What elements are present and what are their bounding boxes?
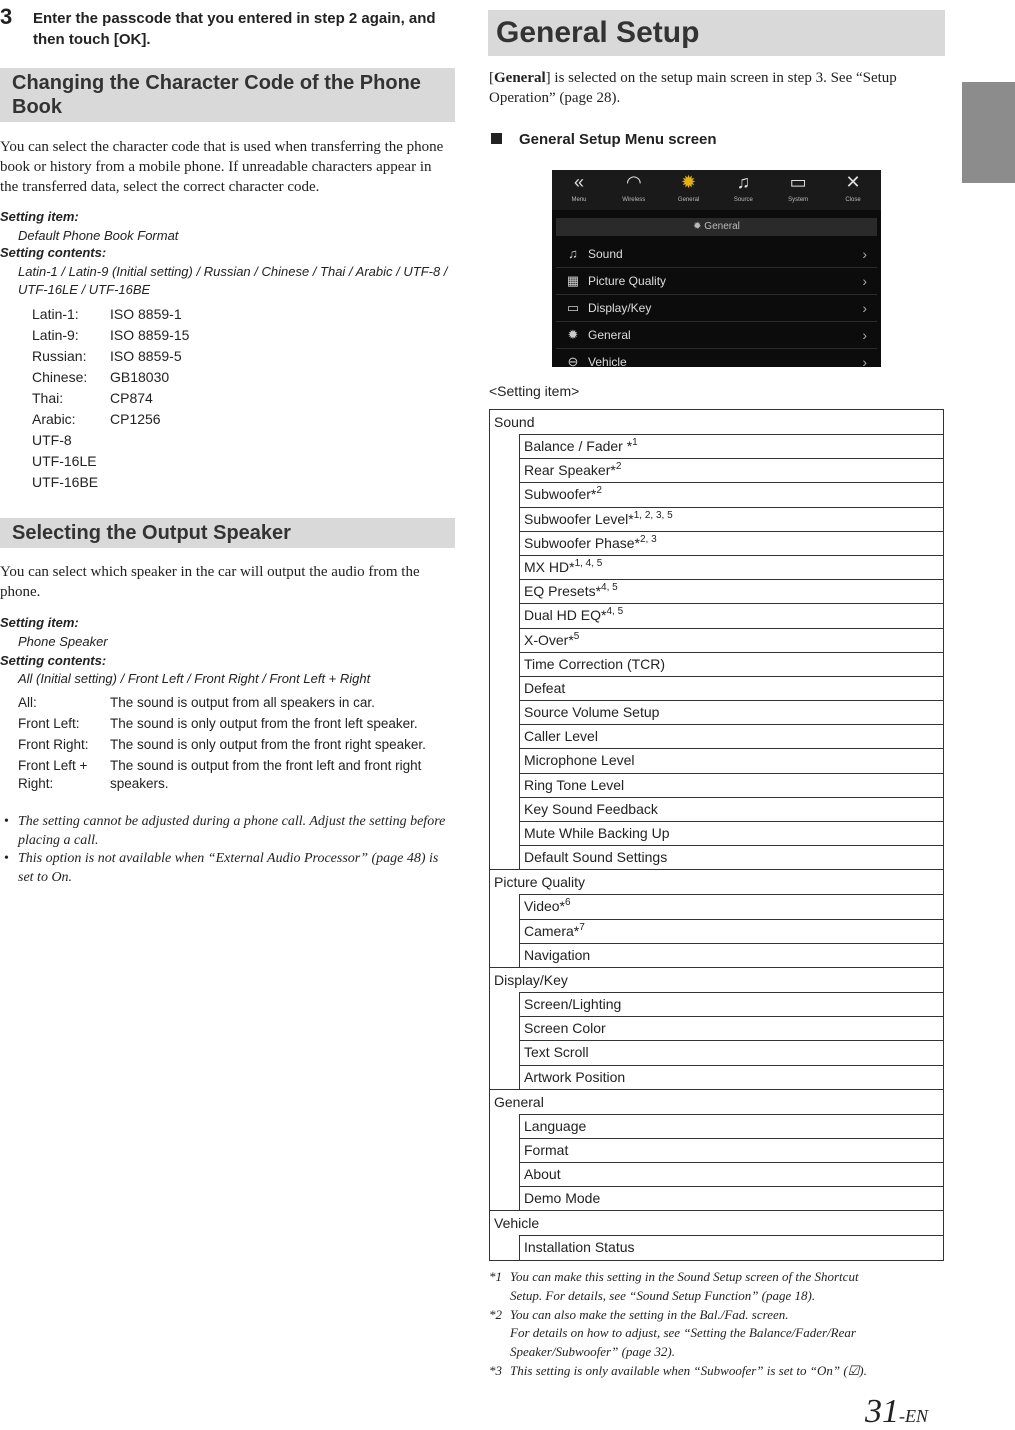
chevron-right-icon: › — [862, 354, 867, 367]
settings-item-label: Screen/Lighting — [524, 995, 622, 1012]
charset-setting-contents-label: Setting contents: — [0, 245, 107, 260]
toolbar-item-label: General — [677, 197, 700, 203]
footnote-reference: 7 — [579, 921, 585, 933]
toolbar-item-label: Source — [733, 197, 753, 203]
settings-item-label: Navigation — [524, 946, 591, 963]
settings-item-label: Language — [524, 1117, 587, 1134]
settings-item — [519, 434, 943, 458]
character-code-value: CP1256 — [110, 411, 161, 427]
menu-row-general[interactable] — [556, 322, 877, 349]
note-text: The setting cannot be adjusted during a phone call. Adjust the setting before placing a call. — [18, 814, 446, 848]
speaker-setting-contents-value: All (Initial setting) / Front Left / Front Right / Front Left + Right — [18, 671, 371, 686]
character-code-name: Russian: — [32, 348, 87, 364]
settings-item-label: Rear Speaker* — [524, 462, 616, 479]
settings-item-list — [519, 1114, 943, 1211]
settings-item-label: Balance / Fader * — [524, 438, 633, 454]
toolbar-item-source[interactable] — [716, 170, 770, 210]
settings-category-label: Display/Key — [494, 971, 568, 988]
character-code-name: UTF-16LE — [32, 453, 97, 469]
settings-item-label: Screen Color — [524, 1020, 606, 1037]
charset-paragraph: You can select the character code that is used when transferring the phone book or history from a mobile phone. If unreadable characters appear in the transferred data, select the correct character code. — [0, 139, 444, 195]
footnote-reference: 1 — [632, 437, 638, 448]
settings-item — [519, 700, 943, 724]
note-text: This option is not available when “External Audio Processor” (page 48) is set to On. — [18, 851, 439, 885]
footnote-line: You can also make the setting in the Bal./Fad. screen. — [510, 1306, 789, 1322]
settings-item — [519, 1162, 943, 1186]
character-code-name: Latin-1: — [32, 306, 79, 322]
settings-item — [519, 1065, 943, 1089]
general-icon: ✹ — [567, 327, 579, 342]
settings-item — [519, 458, 943, 482]
bullet-icon: • — [4, 851, 9, 866]
footnote-line: Setup. For details, see “Sound Setup Function” (page 18). — [510, 1287, 816, 1303]
settings-item-list — [519, 992, 943, 1089]
general-bracket-term: General — [494, 70, 546, 86]
settings-table — [489, 409, 944, 1261]
settings-item-label: MX HD* — [524, 558, 575, 575]
chevron-right-icon: › — [862, 327, 867, 343]
menu-row-vehicle[interactable] — [556, 349, 877, 367]
menu-row-label: Vehicle — [588, 355, 627, 367]
page-number-value: 31 — [865, 1393, 899, 1430]
settings-item-list — [519, 434, 943, 869]
settings-item-label: Microphone Level — [524, 752, 635, 769]
breadcrumb-gear-icon: ✹ — [693, 221, 702, 232]
settings-item — [519, 797, 943, 821]
section-heading-general-setup: General Setup — [488, 10, 945, 56]
settings-item-label: Caller Level — [524, 728, 598, 745]
settings-item-label: Defeat — [524, 679, 566, 696]
settings-category — [489, 409, 944, 869]
settings-item — [519, 1040, 943, 1064]
toolbar-item-menu[interactable] — [552, 170, 606, 210]
character-code-value: ISO 8859-1 — [110, 306, 182, 322]
page-number-suffix: -EN — [899, 1406, 928, 1426]
footnote-reference: 5 — [573, 630, 580, 642]
settings-item — [519, 531, 943, 555]
general-gear-icon: ✹ — [681, 172, 697, 192]
settings-item — [519, 676, 943, 700]
footnote-reference: 2 — [596, 485, 602, 497]
menu-row-label: Picture Quality — [588, 274, 667, 288]
step-text: Enter the passcode that you entered in step 2 again, and then touch [OK]. — [33, 10, 436, 48]
footnote-reference: 2, 3 — [639, 533, 657, 545]
menu-row-display-key[interactable] — [556, 295, 877, 322]
character-code-name: Thai: — [32, 390, 64, 406]
settings-item — [519, 894, 943, 918]
settings-item-list — [519, 894, 943, 967]
footnote-reference: 1, 4, 5 — [574, 557, 603, 569]
settings-item — [519, 992, 943, 1016]
setting-item-caption: <Setting item> — [489, 383, 580, 399]
settings-item-label: EQ Presets* — [524, 583, 602, 600]
settings-item-label: About — [524, 1166, 561, 1183]
settings-item — [519, 773, 943, 797]
settings-item-label: Text Scroll — [524, 1044, 589, 1061]
vehicle-icon: ⊖ — [567, 354, 579, 367]
speaker-option-description: The sound is only output from the front left speaker. — [110, 716, 418, 731]
general-setup-menu-screenshot — [552, 170, 881, 367]
menu-row-label: Sound — [588, 247, 623, 261]
wireless-icon: ◠ — [625, 172, 642, 192]
speaker-option-description: The sound is output from all speakers in car. — [110, 695, 375, 710]
footnote-reference: 4, 5 — [601, 582, 618, 594]
breadcrumb-label: General — [704, 221, 740, 232]
menu-screen-heading-text: General Setup Menu screen — [519, 131, 717, 148]
close-icon: ✕ — [845, 172, 861, 192]
speaker-option-description: The sound is only output from the front right speaker. — [110, 737, 426, 752]
settings-category — [489, 869, 944, 967]
toolbar-item-label: Close — [845, 197, 861, 203]
charset-setting-contents-value: Latin-1 / Latin-9 (Initial setting) / Russian / Chinese / Thai / Arabic / UTF-8 / UTF-16LE / UTF-16BE — [18, 264, 448, 297]
settings-item — [519, 507, 943, 531]
settings-category-label: Vehicle — [494, 1215, 540, 1232]
settings-item — [519, 845, 943, 869]
settings-item — [519, 579, 943, 603]
footnote-reference: 2 — [615, 461, 622, 473]
character-code-name: Latin-9: — [32, 327, 79, 343]
character-code-name: Chinese: — [32, 369, 88, 385]
speaker-setting-item-label: Setting item: — [0, 615, 79, 630]
settings-item-label: Installation Status — [524, 1239, 635, 1256]
settings-item-label: Key Sound Feedback — [524, 800, 658, 817]
menu-back-icon: « — [573, 172, 584, 192]
toolbar-item-system[interactable] — [771, 170, 825, 210]
general-paragraph: [General] is selected on the setup main screen in step 3. See “Setup Operation” (page 28). — [489, 70, 897, 106]
settings-item — [519, 821, 943, 845]
picture-quality-icon: ▦ — [566, 273, 580, 288]
settings-item — [519, 652, 943, 676]
settings-item — [519, 628, 943, 652]
settings-item-label: Subwoofer Level* — [524, 510, 634, 527]
settings-item-label: Dual HD EQ* — [524, 607, 607, 624]
system-icon: ▭ — [789, 172, 807, 192]
speaker-setting-item-value: Phone Speaker — [18, 634, 108, 649]
settings-item-label: Time Correction (TCR) — [524, 655, 666, 672]
speaker-option-name: Front Right: — [18, 737, 89, 752]
menu-row-picture-quality[interactable] — [556, 268, 877, 295]
settings-item — [519, 482, 943, 506]
screenshot-breadcrumb — [556, 218, 877, 236]
settings-item-label: Default Sound Settings — [524, 849, 668, 866]
chevron-right-icon: › — [862, 300, 867, 316]
toolbar-item-general[interactable] — [662, 170, 716, 210]
toolbar-item-label: Menu — [571, 197, 587, 203]
settings-item — [519, 1016, 943, 1040]
settings-category-label: Sound — [494, 414, 535, 430]
speaker-option-description: The sound is output from the front left and front right speakers. — [110, 758, 422, 791]
footnote-reference: 4, 5 — [606, 606, 624, 618]
toolbar-item-label: Wireless — [622, 197, 646, 203]
settings-item-label: Subwoofer Phase* — [524, 534, 640, 551]
menu-row-label: General — [588, 328, 631, 342]
footnote-mark: *2 — [489, 1306, 502, 1322]
settings-item-label: X-Over* — [524, 631, 574, 648]
settings-item — [519, 555, 943, 579]
character-code-value: CP874 — [110, 390, 153, 406]
settings-item — [519, 748, 943, 772]
settings-item-list — [519, 1235, 943, 1259]
character-code-value: GB18030 — [110, 369, 170, 385]
toolbar-item-wireless[interactable] — [607, 170, 661, 210]
settings-item — [519, 603, 943, 627]
square-bullet-icon — [491, 133, 502, 144]
menu-row-sound[interactable] — [556, 241, 877, 268]
step-number: 3 — [0, 4, 13, 29]
sound-icon: ♫ — [568, 246, 578, 261]
speaker-option-name: Front Left + Right: — [18, 758, 88, 791]
footnote-reference: 1, 2, 3, 5 — [633, 509, 673, 521]
settings-item — [519, 724, 943, 748]
general-paragraph-rest: ] is selected on the setup main screen in step 3. See “Setup Operation” (page 28). — [489, 70, 897, 106]
settings-item-label: Subwoofer* — [524, 486, 597, 503]
character-code-value: ISO 8859-15 — [110, 327, 190, 343]
speaker-setting-contents-label: Setting contents: — [0, 653, 107, 668]
speaker-paragraph: You can select which speaker in the car will output the audio from the phone. — [0, 564, 420, 600]
character-code-name: Arabic: — [32, 411, 76, 427]
bullet-icon: • — [4, 814, 9, 829]
settings-category — [489, 967, 944, 1089]
section-heading-charset: Changing the Character Code of the Phone Book — [0, 68, 455, 122]
footnote-line: For details on how to adjust, see “Setting the Balance/Fader/Rear — [510, 1325, 856, 1340]
footnote-reference: 6 — [565, 897, 571, 909]
settings-category — [489, 1089, 944, 1211]
settings-item-label: Camera* — [524, 922, 580, 939]
chevron-right-icon: › — [862, 246, 867, 262]
display-key-icon: ▭ — [566, 300, 580, 315]
settings-item — [519, 1235, 943, 1259]
source-icon: ♫ — [736, 172, 751, 192]
settings-item — [519, 943, 943, 967]
settings-item-label: Demo Mode — [524, 1190, 601, 1207]
settings-item — [519, 1114, 943, 1138]
settings-item-label: Mute While Backing Up — [524, 825, 670, 841]
settings-item — [519, 1138, 943, 1162]
speaker-option-name: Front Left: — [18, 716, 80, 731]
toolbar-item-label: System — [788, 197, 809, 203]
footnote-line: You can make this setting in the Sound Setup screen of the Shortcut — [510, 1269, 859, 1284]
section-heading-output-speaker: Selecting the Output Speaker — [0, 518, 455, 548]
settings-category-label: General — [494, 1093, 544, 1110]
footnote-mark: *1 — [489, 1269, 502, 1284]
character-code-value: ISO 8859-5 — [110, 348, 182, 364]
footnote-line: This setting is only available when “Subwoofer” is set to “On” (☑). — [510, 1362, 867, 1378]
chapter-side-tab — [962, 82, 1015, 183]
settings-item-label: Ring Tone Level — [524, 776, 625, 793]
speaker-option-name: All: — [18, 695, 37, 710]
character-code-name: UTF-8 — [32, 432, 72, 448]
settings-item-label: Artwork Position — [524, 1068, 626, 1085]
menu-screen-heading — [491, 130, 717, 150]
character-code-name: UTF-16BE — [32, 474, 99, 490]
charset-setting-item-value: Default Phone Book Format — [18, 228, 179, 243]
charset-setting-item-label: Setting item: — [0, 209, 79, 224]
page-number — [865, 1395, 928, 1429]
settings-item — [519, 919, 943, 943]
toolbar-item-close[interactable] — [826, 170, 880, 210]
settings-item-label: Source Volume Setup — [524, 704, 660, 721]
settings-category — [489, 1210, 944, 1260]
screenshot-toolbar — [552, 170, 881, 210]
chevron-right-icon: › — [862, 273, 867, 289]
footnote-line: Speaker/Subwoofer” (page 32). — [510, 1343, 676, 1359]
menu-row-label: Display/Key — [588, 301, 652, 315]
settings-category-label: Picture Quality — [494, 874, 586, 891]
settings-item-label: Format — [524, 1141, 569, 1158]
footnote-mark: *3 — [489, 1362, 502, 1378]
settings-item-label: Video* — [524, 898, 566, 915]
settings-item — [519, 1186, 943, 1210]
